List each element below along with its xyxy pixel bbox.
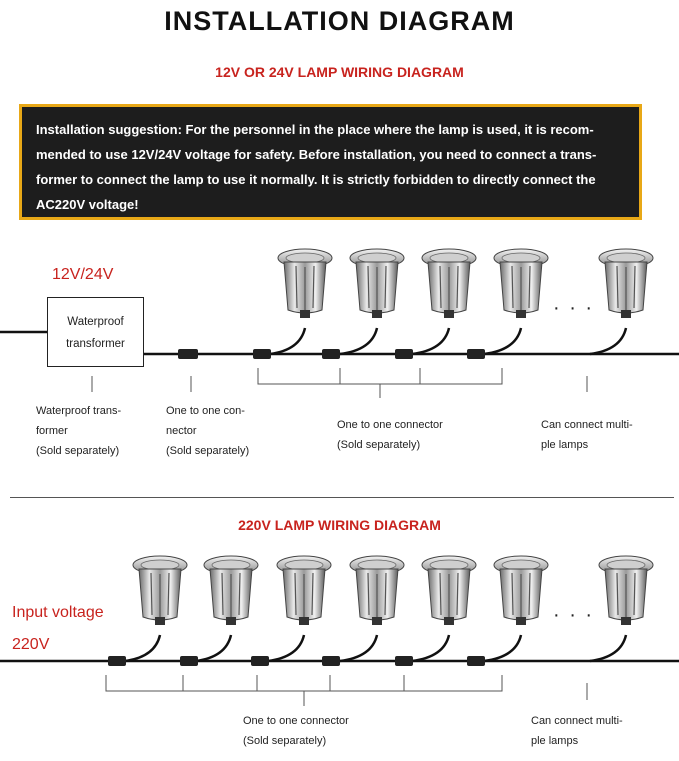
label-connector2-line2: (Sold separately): [337, 439, 421, 451]
page-title: INSTALLATION DIAGRAM: [164, 6, 515, 36]
label-transformer-line2: former: [36, 425, 68, 437]
label-transformer-line3: (Sold separately): [36, 445, 120, 457]
transformer-box-line2: transformer: [66, 338, 125, 350]
label-connector1: [166, 401, 249, 461]
label-multiple1-line2: ple lamps: [541, 439, 589, 451]
label-connector1-line3: (Sold separately): [166, 445, 250, 457]
label-connector2: [337, 415, 443, 455]
label-connector1-line2: nector: [166, 425, 197, 437]
notice-lead: Installation suggestion:: [36, 122, 182, 137]
transformer-box-line1: Waterproof: [67, 316, 124, 328]
label-multiple1: [541, 415, 633, 455]
label-connector2-line1: One to one connector: [337, 419, 443, 431]
label-connector3-line2: (Sold separately): [243, 735, 327, 747]
notice-body: For the personnel in the place where the lamp is used, it is recom-mended to use 12V/24V voltage for safety. Before installation, you need to connect a trans-former to connect the lamp to use it normally. It is strictly forbidden to directly connect the AC220V voltage!: [36, 122, 597, 212]
transformer-box: [47, 297, 144, 367]
label-multiple2-line2: ple lamps: [531, 735, 579, 747]
section1-dots: · · ·: [553, 297, 595, 319]
section2-dots: · · ·: [553, 604, 595, 626]
label-multiple1-line1: Can connect multi-: [541, 419, 633, 431]
label-multiple2-line1: Can connect multi-: [531, 715, 623, 727]
section1-voltage: 12V/24V: [52, 266, 114, 283]
label-transformer: [36, 401, 121, 461]
label-connector3-line1: One to one connector: [243, 715, 349, 727]
section-divider: [10, 497, 674, 498]
label-connector1-line1: One to one con-: [166, 405, 245, 417]
section2-heading: 220V LAMP WIRING DIAGRAM: [238, 517, 441, 533]
section1-brackets: [92, 368, 587, 398]
section2-voltage-line1: Input voltage: [12, 604, 104, 621]
section2-voltage-line2: 220V: [12, 636, 50, 653]
label-transformer-line1: Waterproof trans-: [36, 405, 122, 417]
label-connector3: [243, 711, 349, 751]
label-multiple2: [531, 711, 623, 751]
section1-heading: 12V OR 24V LAMP WIRING DIAGRAM: [215, 64, 464, 80]
section2-brackets: [106, 675, 587, 706]
